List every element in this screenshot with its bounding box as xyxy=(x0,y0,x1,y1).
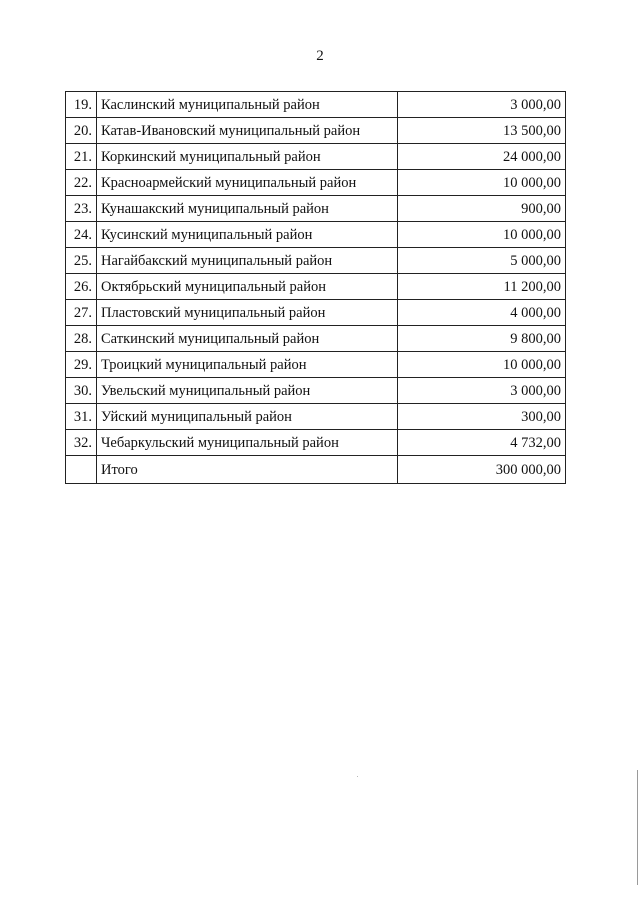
amount: 4 000,00 xyxy=(398,300,566,326)
district-name: Нагайбакский муниципальный район xyxy=(97,248,398,274)
total-amount: 300 000,00 xyxy=(398,456,566,484)
row-number: 32. xyxy=(66,430,97,456)
total-number-cell xyxy=(66,456,97,484)
row-number: 31. xyxy=(66,404,97,430)
table-row xyxy=(66,144,566,170)
row-number: 24. xyxy=(66,222,97,248)
row-number: 27. xyxy=(66,300,97,326)
district-name: Саткинский муниципальный район xyxy=(97,326,398,352)
row-number: 28. xyxy=(66,326,97,352)
table-row xyxy=(66,430,566,456)
table-row xyxy=(66,378,566,404)
table-row xyxy=(66,300,566,326)
district-name: Каслинский муниципальный район xyxy=(97,92,398,118)
table-row xyxy=(66,92,566,118)
row-number: 26. xyxy=(66,274,97,300)
row-number: 25. xyxy=(66,248,97,274)
district-name: Катав-Ивановский муниципальный район xyxy=(97,118,398,144)
district-name: Уйский муниципальный район xyxy=(97,404,398,430)
amount: 4 732,00 xyxy=(398,430,566,456)
row-number: 23. xyxy=(66,196,97,222)
table-row xyxy=(66,352,566,378)
amount: 10 000,00 xyxy=(398,170,566,196)
row-number: 20. xyxy=(66,118,97,144)
amount: 3 000,00 xyxy=(398,92,566,118)
district-name: Пластовский муниципальный район xyxy=(97,300,398,326)
table-row xyxy=(66,196,566,222)
total-row xyxy=(66,456,566,484)
scan-edge-mark xyxy=(637,770,638,885)
table-row xyxy=(66,326,566,352)
row-number: 30. xyxy=(66,378,97,404)
district-name: Увельский муниципальный район xyxy=(97,378,398,404)
row-number: 19. xyxy=(66,92,97,118)
district-name: Чебаркульский муниципальный район xyxy=(97,430,398,456)
amount: 10 000,00 xyxy=(398,222,566,248)
amount: 9 800,00 xyxy=(398,326,566,352)
table-row xyxy=(66,274,566,300)
allocation-table xyxy=(65,91,566,484)
amount: 10 000,00 xyxy=(398,352,566,378)
district-name: Кунашакский муниципальный район xyxy=(97,196,398,222)
amount: 5 000,00 xyxy=(398,248,566,274)
table-row xyxy=(66,404,566,430)
table-row xyxy=(66,222,566,248)
amount: 900,00 xyxy=(398,196,566,222)
amount: 24 000,00 xyxy=(398,144,566,170)
amount: 3 000,00 xyxy=(398,378,566,404)
page-number: 2 xyxy=(316,48,324,64)
table-row xyxy=(66,118,566,144)
district-name: Красноармейский муниципальный район xyxy=(97,170,398,196)
row-number: 29. xyxy=(66,352,97,378)
total-label: Итого xyxy=(97,456,398,484)
amount: 13 500,00 xyxy=(398,118,566,144)
amount: 11 200,00 xyxy=(398,274,566,300)
scan-speck xyxy=(357,776,358,777)
table-row xyxy=(66,248,566,274)
row-number: 21. xyxy=(66,144,97,170)
row-number: 22. xyxy=(66,170,97,196)
amount: 300,00 xyxy=(398,404,566,430)
table-row xyxy=(66,170,566,196)
district-name: Коркинский муниципальный район xyxy=(97,144,398,170)
district-name: Кусинский муниципальный район xyxy=(97,222,398,248)
district-name: Троицкий муниципальный район xyxy=(97,352,398,378)
district-name: Октябрьский муниципальный район xyxy=(97,274,398,300)
